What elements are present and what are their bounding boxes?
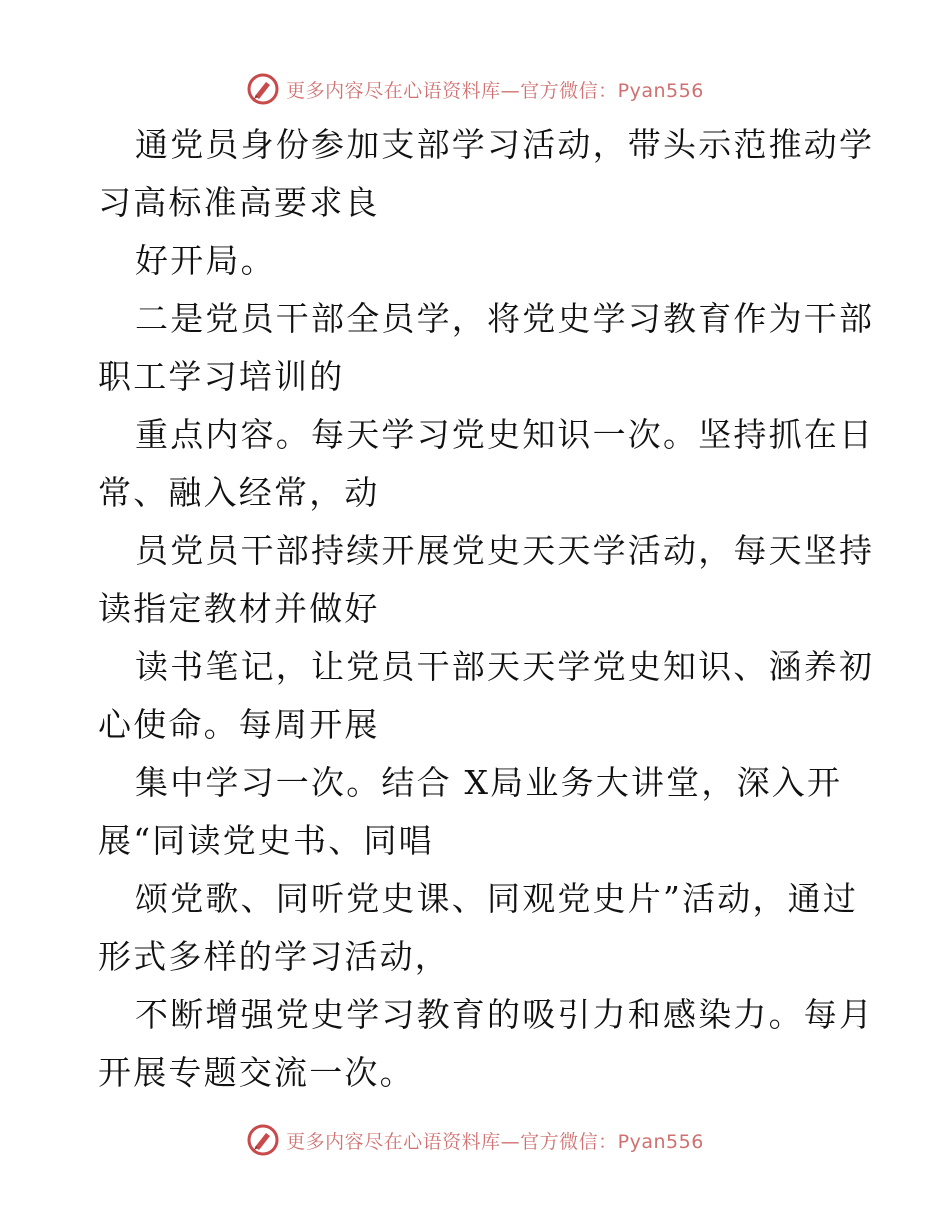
text-line: 读指定教材并做好 — [98, 589, 380, 628]
text-line: 通党员身份参加支部学习活动，带头示范推动学 — [135, 125, 875, 164]
text-line: 展“同读党史书、同唱 — [98, 821, 434, 860]
body-text — [98, 116, 875, 1102]
text-line: 集中学习一次。结合 X局业务大讲堂，深入开 — [135, 763, 843, 802]
text-line: 习高标准高要求良 — [98, 183, 380, 222]
brand-logo-icon — [246, 72, 280, 106]
text-line: 员党员干部持续开展党史天天学活动，每天坚持 — [135, 531, 875, 570]
text-line: 读书笔记，让党员干部天天学党史知识、涵养初 — [135, 647, 875, 686]
text-line: 职工学习培训的 — [98, 357, 345, 396]
text-line: 心使命。每周开展 — [98, 705, 380, 744]
text-line: 好开局。 — [135, 241, 276, 280]
footer-watermark — [0, 1123, 950, 1157]
header-watermark — [0, 72, 950, 106]
text-line: 不断增强党史学习教育的吸引力和感染力。每月 — [135, 995, 875, 1034]
brand-logo-icon — [246, 1123, 280, 1157]
text-line: 二是党员干部全员学，将党史学习教育作为干部 — [135, 299, 875, 338]
text-line: 重点内容。每天学习党史知识一次。坚持抓在日 — [135, 415, 875, 454]
text-line: 颂党歌、同听党史课、同观党史片”活动，通过 — [135, 879, 859, 918]
watermark-text: 更多内容尽在心语资料库—官方微信：Pyan556 — [286, 1130, 704, 1153]
watermark-text: 更多内容尽在心语资料库—官方微信：Pyan556 — [286, 79, 704, 102]
text-line: 开展专题交流一次。 — [98, 1053, 415, 1092]
text-line: 形式多样的学习活动， — [98, 937, 450, 976]
text-line: 常、融入经常，动 — [98, 473, 380, 512]
